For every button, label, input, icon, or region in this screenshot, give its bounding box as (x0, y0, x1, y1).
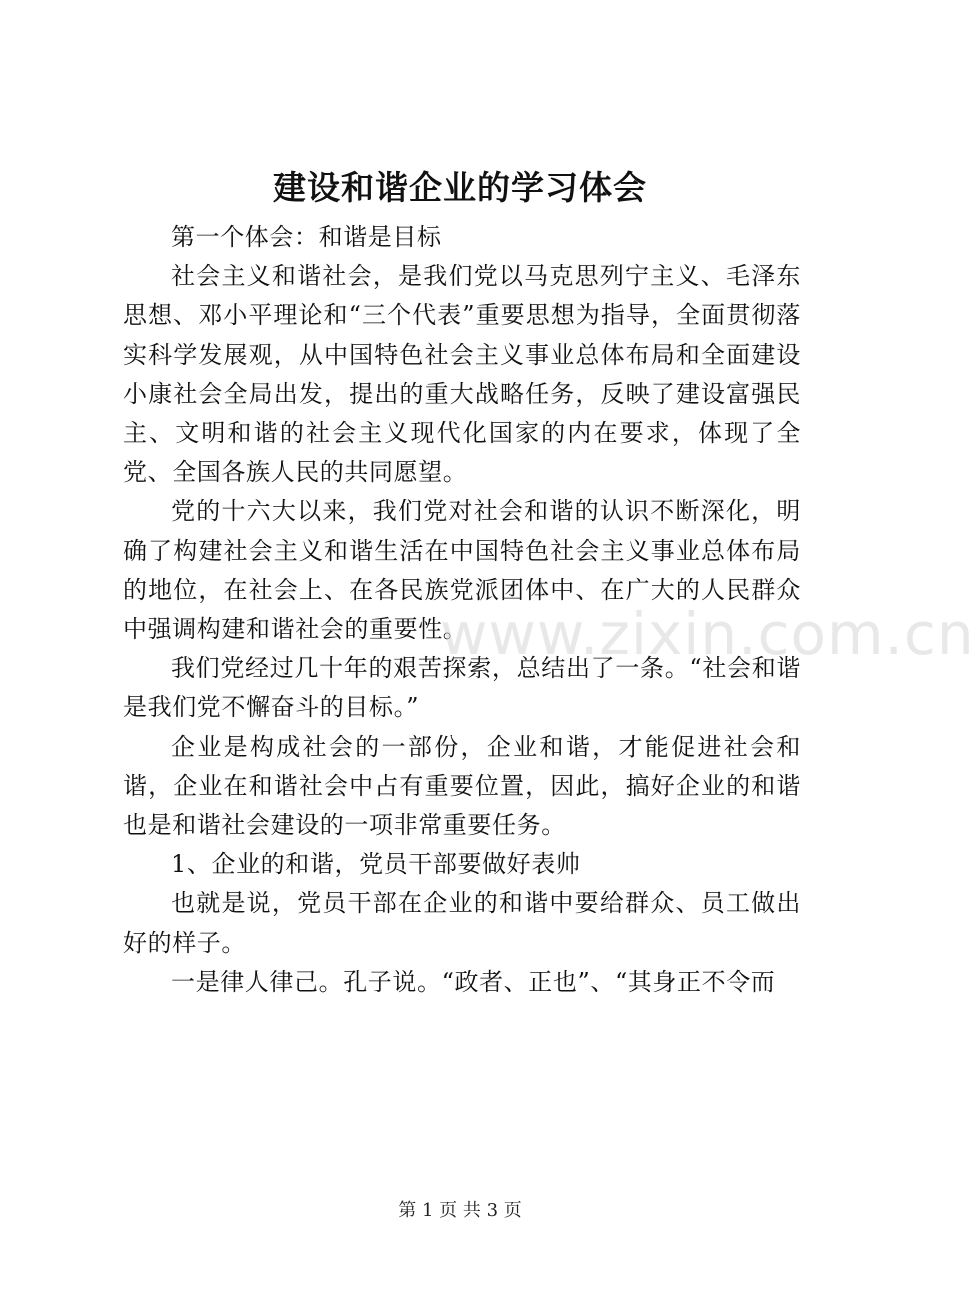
paragraph: 我们党经过几十年的艰苦探索，总结出了一条。“社会和谐是我们党不懈奋斗的目标。” (123, 654, 801, 722)
paragraph: 党的十六大以来，我们党对社会和谐的认识不断深化，明确了构建社会主义和谐生活在中国特色社会主义事业总体布局的地位，在社会上、在各民族党派团体中、在广大的人民群众中强调构建和谐社会的重要性。 (123, 497, 801, 644)
document-title: 建设和谐企业的学习体会 (273, 168, 647, 207)
paragraph: 也就是说，党员干部在企业的和谐中要给群众、员工做出好的样子。 (123, 889, 801, 957)
watermark: www.zixin.com.cn (440, 600, 975, 668)
paragraph-subheading: 1、企业的和谐，党员干部要做好表帅 (171, 850, 581, 879)
paragraph: 一是律人律己。孔子说。“政者、正也”、“其身正不令而 (171, 967, 776, 996)
paragraph: 社会主义和谐社会，是我们党以马克思列宁主义、毛泽东思想、邓小平理论和“三个代表”重要思想为指导，全面贯彻落实科学发展观，从中国特色社会主义事业总体布局和全面建设小康社会全局出发，提出的重大战略任务，反映了建设富强民主、文明和谐的社会主义现代化国家的内在要求，体现了全党、全国各族人民的共同愿望。 (123, 262, 801, 487)
paragraph: 企业是构成社会的一部份，企业和谐，才能促进社会和谐，企业在和谐社会中占有重要位置，因此，搞好企业的和谐也是和谐社会建设的一项非常重要任务。 (123, 732, 801, 840)
page-footer: 第 1 页 共 3 页 (398, 1200, 522, 1221)
document-body (123, 218, 801, 1002)
paragraph-heading-first-insight: 第一个体会：和谐是目标 (171, 223, 442, 251)
